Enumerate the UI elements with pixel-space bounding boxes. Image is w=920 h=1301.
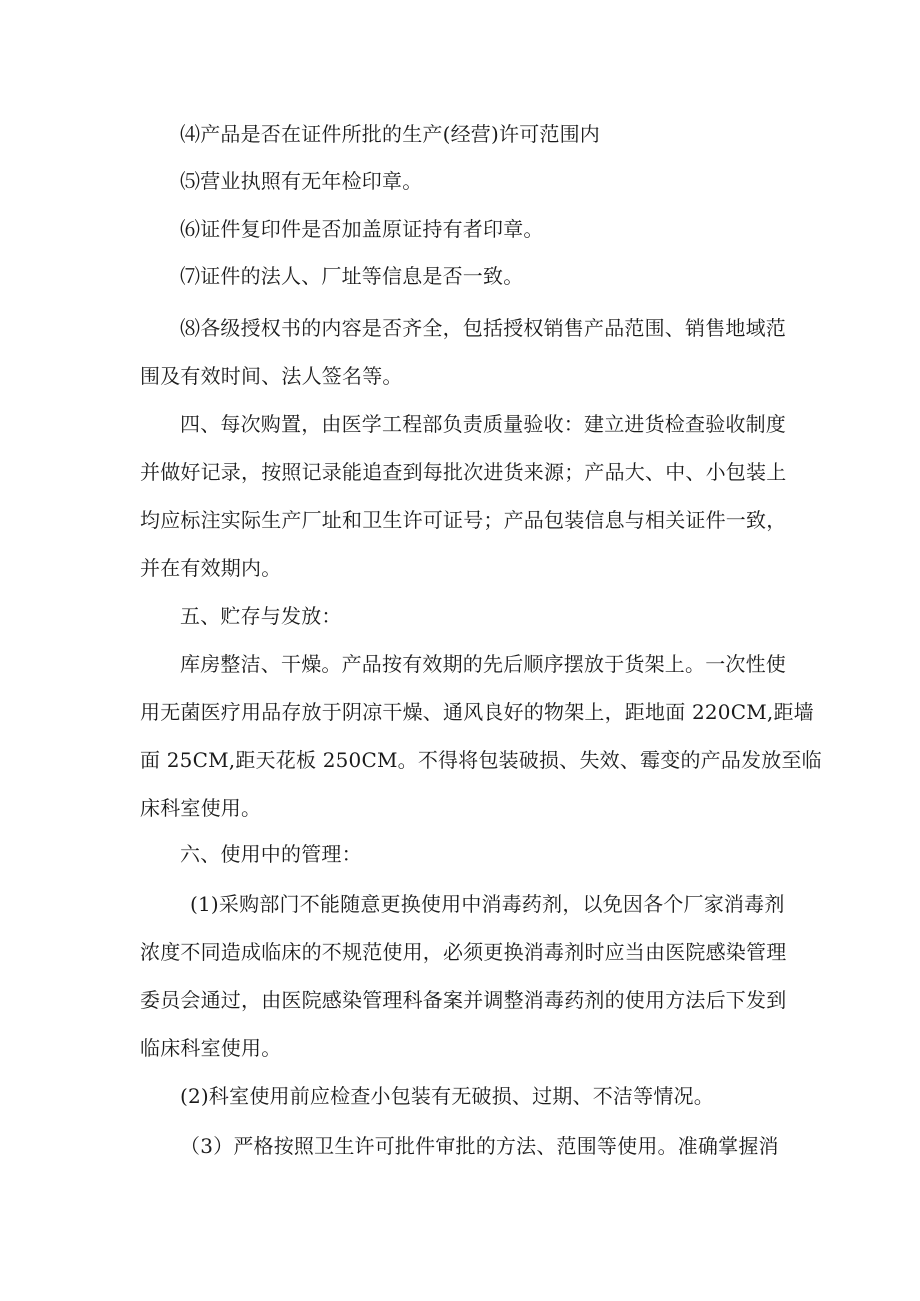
text-line: 浓度不同造成临床的不规范使用，必须更换消毒剂时应当由医院感染管理 <box>140 940 787 964</box>
paragraph-item-8 <box>140 304 786 400</box>
text-line: 面 25CM,距天花板 250CM。不得将包装破损、失效、霉变的产品发放至临 <box>140 748 822 772</box>
text-line: 五、贮存与发放： <box>180 604 342 628</box>
paragraph-item-4 <box>180 110 600 158</box>
text-line: 库房整洁、干燥。产品按有效期的先后顺序摆放于货架上。一次性使 <box>180 652 786 676</box>
section-six-item-3 <box>180 1122 779 1170</box>
text-line: (1)采购部门不能随意更换使用中消毒药剂，以免因各个厂家消毒剂 <box>190 892 785 916</box>
text-line: ⑺证件的法人、厂址等信息是否一致。 <box>180 264 524 288</box>
section-four-paragraph <box>140 400 786 592</box>
text-line: ⑹证件复印件是否加盖原证持有者印章。 <box>180 217 544 241</box>
text-line: ⑸营业执照有无年检印章。 <box>180 169 423 193</box>
section-six-item-2 <box>180 1072 714 1120</box>
text-line: 床科室使用。 <box>140 796 262 820</box>
text-line: (2)科室使用前应检查小包装有无破损、过期、不洁等情况。 <box>180 1084 714 1108</box>
text-line: 四、每次购置，由医学工程部负责质量验收：建立进货检查验收制度 <box>180 412 786 436</box>
text-line: ⑷产品是否在证件所批的生产(经营)许可范围内 <box>180 122 601 146</box>
text-line: ⑻各级授权书的内容是否齐全，包括授权销售产品范围、销售地域范 <box>180 316 786 340</box>
text-line: 并做好记录，按照记录能追查到每批次进货来源；产品大、中、小包装上 <box>140 460 787 484</box>
section-five-body <box>140 640 822 832</box>
section-five-heading <box>180 592 342 640</box>
paragraph-item-6 <box>180 205 544 253</box>
section-six-heading <box>180 830 362 878</box>
text-line: 并在有效期内。 <box>140 556 282 580</box>
paragraph-item-7 <box>180 252 523 300</box>
paragraph-item-5 <box>180 157 422 205</box>
text-line: 委员会通过，由医院感染管理科备案并调整消毒药剂的使用方法后下发到 <box>140 988 787 1012</box>
text-line: 六、使用中的管理： <box>180 842 362 866</box>
text-line: 临床科室使用。 <box>140 1036 282 1060</box>
section-six-item-1 <box>140 880 786 1072</box>
text-line: 均应标注实际生产厂址和卫生许可证号；产品包装信息与相关证件一致， <box>140 508 787 532</box>
text-line: 用无菌医疗用品存放于阴凉干燥、通风良好的物架上，距地面 220CM,距墙 <box>140 700 814 724</box>
text-line: 围及有效时间、法人签名等。 <box>140 364 403 388</box>
text-line: （3）严格按照卫生许可批件审批的方法、范围等使用。准确掌握消 <box>180 1134 779 1158</box>
